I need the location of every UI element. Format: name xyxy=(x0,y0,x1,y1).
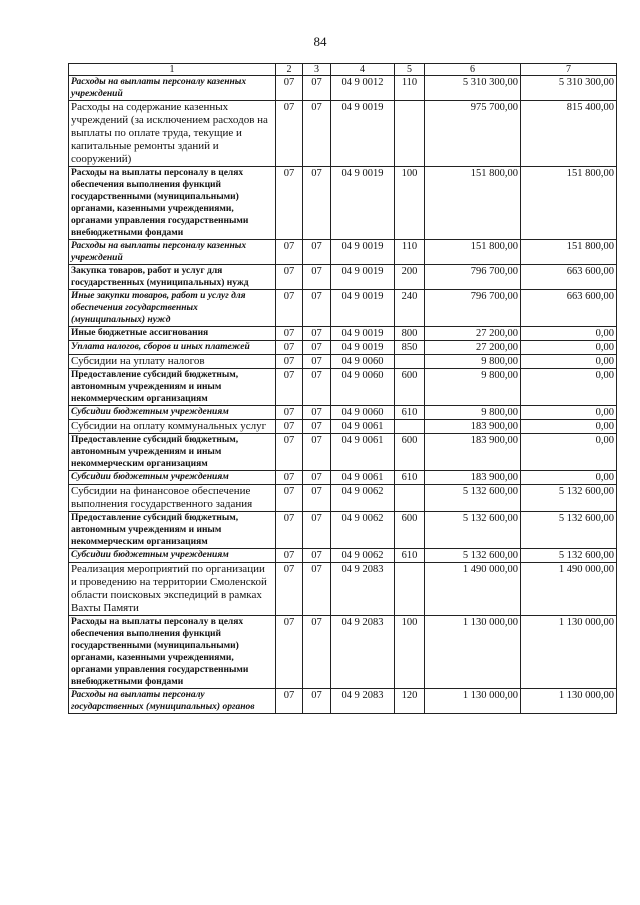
row-name-cell: Иные бюджетные ассигнования xyxy=(69,327,276,341)
target-article-cell: 04 9 0060 xyxy=(331,406,395,420)
table-row xyxy=(69,290,617,327)
expense-type-cell xyxy=(395,355,425,369)
amount-cell: 0,00 xyxy=(521,434,617,471)
amount-cell: 5 310 300,00 xyxy=(521,76,617,101)
section-cell: 07 xyxy=(276,485,303,512)
expense-type-cell: 240 xyxy=(395,290,425,327)
expense-type-cell: 600 xyxy=(395,512,425,549)
section-cell: 07 xyxy=(276,434,303,471)
header-row xyxy=(69,64,617,76)
subsection-cell: 07 xyxy=(303,471,331,485)
section-cell: 07 xyxy=(276,420,303,434)
section-cell: 07 xyxy=(276,549,303,563)
target-article-cell: 04 9 0062 xyxy=(331,549,395,563)
section-cell: 07 xyxy=(276,616,303,689)
row-name-cell: Уплата налогов, сборов и иных платежей xyxy=(69,341,276,355)
amount-cell: 0,00 xyxy=(521,471,617,485)
subsection-cell: 07 xyxy=(303,549,331,563)
row-name-cell: Расходы на выплаты персоналу в целях обеспечения выполнения функций государственными (муниципальными) органами, казенными учреждениями, органами управления государственными внебюджетными фондами xyxy=(69,167,276,240)
subsection-cell: 07 xyxy=(303,369,331,406)
subsection-cell: 07 xyxy=(303,485,331,512)
amount-cell: 9 800,00 xyxy=(425,369,521,406)
section-cell: 07 xyxy=(276,341,303,355)
amount-cell: 1 130 000,00 xyxy=(521,616,617,689)
amount-cell: 27 200,00 xyxy=(425,327,521,341)
table-row xyxy=(69,101,617,167)
section-cell: 07 xyxy=(276,76,303,101)
section-cell: 07 xyxy=(276,290,303,327)
target-article-cell: 04 9 0019 xyxy=(331,167,395,240)
expense-type-cell: 610 xyxy=(395,406,425,420)
table-row xyxy=(69,240,617,265)
expense-type-cell: 600 xyxy=(395,369,425,406)
target-article-cell: 04 9 0019 xyxy=(331,290,395,327)
amount-cell: 5 132 600,00 xyxy=(425,512,521,549)
amount-cell: 9 800,00 xyxy=(425,355,521,369)
expense-type-cell xyxy=(395,420,425,434)
column-header: 6 xyxy=(425,64,521,76)
subsection-cell: 07 xyxy=(303,167,331,240)
expense-type-cell: 800 xyxy=(395,327,425,341)
row-name-cell: Предоставление субсидий бюджетным, автономным учреждениям и иным некоммерческим организациям xyxy=(69,434,276,471)
expense-type-cell: 850 xyxy=(395,341,425,355)
expense-type-cell: 110 xyxy=(395,240,425,265)
table-row xyxy=(69,549,617,563)
target-article-cell: 04 9 2083 xyxy=(331,616,395,689)
amount-cell: 5 132 600,00 xyxy=(521,512,617,549)
expense-type-cell: 610 xyxy=(395,549,425,563)
table-body xyxy=(69,76,617,714)
subsection-cell: 07 xyxy=(303,689,331,714)
expense-type-cell: 100 xyxy=(395,167,425,240)
section-cell: 07 xyxy=(276,512,303,549)
target-article-cell: 04 9 0062 xyxy=(331,485,395,512)
amount-cell: 0,00 xyxy=(521,420,617,434)
target-article-cell: 04 9 0019 xyxy=(331,101,395,167)
table-row xyxy=(69,420,617,434)
row-name-cell: Расходы на выплаты персоналу казенных учреждений xyxy=(69,240,276,265)
amount-cell: 183 900,00 xyxy=(425,434,521,471)
target-article-cell: 04 9 0060 xyxy=(331,355,395,369)
subsection-cell: 07 xyxy=(303,563,331,616)
table-row xyxy=(69,616,617,689)
row-name-cell: Расходы на содержание казенных учреждений (за исключением расходов на выплаты по оплате труда, текущие и капитальные ремонты зданий и сооружений) xyxy=(69,101,276,167)
amount-cell: 0,00 xyxy=(521,327,617,341)
amount-cell: 151 800,00 xyxy=(425,240,521,265)
column-header: 1 xyxy=(69,64,276,76)
expense-type-cell: 600 xyxy=(395,434,425,471)
target-article-cell: 04 9 0061 xyxy=(331,471,395,485)
row-name-cell: Субсидии на финансовое обеспечение выполнения государственного задания xyxy=(69,485,276,512)
subsection-cell: 07 xyxy=(303,341,331,355)
amount-cell: 0,00 xyxy=(521,406,617,420)
row-name-cell: Расходы на выплаты персоналу казенных учреждений xyxy=(69,76,276,101)
expense-type-cell xyxy=(395,485,425,512)
column-header: 3 xyxy=(303,64,331,76)
row-name-cell: Субсидии бюджетным учреждениям xyxy=(69,471,276,485)
table-row xyxy=(69,485,617,512)
target-article-cell: 04 9 0061 xyxy=(331,420,395,434)
table-row xyxy=(69,689,617,714)
table-row xyxy=(69,563,617,616)
amount-cell: 1 490 000,00 xyxy=(521,563,617,616)
target-article-cell: 04 9 0060 xyxy=(331,369,395,406)
subsection-cell: 07 xyxy=(303,434,331,471)
amount-cell: 9 800,00 xyxy=(425,406,521,420)
target-article-cell: 04 9 2083 xyxy=(331,563,395,616)
amount-cell: 5 132 600,00 xyxy=(521,549,617,563)
expense-type-cell xyxy=(395,101,425,167)
subsection-cell: 07 xyxy=(303,240,331,265)
section-cell: 07 xyxy=(276,167,303,240)
column-header: 7 xyxy=(521,64,617,76)
section-cell: 07 xyxy=(276,240,303,265)
target-article-cell: 04 9 0019 xyxy=(331,341,395,355)
row-name-cell: Расходы на выплаты персоналу в целях обеспечения выполнения функций государственными (муниципальными) органами, казенными учреждениями, органами управления государственными внебюджетными фондами xyxy=(69,616,276,689)
column-header: 5 xyxy=(395,64,425,76)
target-article-cell: 04 9 0012 xyxy=(331,76,395,101)
row-name-cell: Субсидии на оплату коммунальных услуг xyxy=(69,420,276,434)
amount-cell: 0,00 xyxy=(521,369,617,406)
subsection-cell: 07 xyxy=(303,512,331,549)
expense-type-cell: 120 xyxy=(395,689,425,714)
row-name-cell: Расходы на выплаты персоналу государственных (муниципальных) органов xyxy=(69,689,276,714)
table-row xyxy=(69,406,617,420)
amount-cell: 1 130 000,00 xyxy=(425,689,521,714)
row-name-cell: Субсидии бюджетным учреждениям xyxy=(69,406,276,420)
expense-type-cell xyxy=(395,563,425,616)
section-cell: 07 xyxy=(276,689,303,714)
table-row xyxy=(69,512,617,549)
amount-cell: 0,00 xyxy=(521,355,617,369)
table-row xyxy=(69,341,617,355)
section-cell: 07 xyxy=(276,563,303,616)
subsection-cell: 07 xyxy=(303,355,331,369)
section-cell: 07 xyxy=(276,406,303,420)
subsection-cell: 07 xyxy=(303,616,331,689)
table-row xyxy=(69,369,617,406)
row-name-cell: Субсидии бюджетным учреждениям xyxy=(69,549,276,563)
row-name-cell: Предоставление субсидий бюджетным, автономным учреждениям и иным некоммерческим организациям xyxy=(69,512,276,549)
amount-cell: 151 800,00 xyxy=(521,167,617,240)
subsection-cell: 07 xyxy=(303,327,331,341)
amount-cell: 5 132 600,00 xyxy=(521,485,617,512)
amount-cell: 183 900,00 xyxy=(425,471,521,485)
target-article-cell: 04 9 0061 xyxy=(331,434,395,471)
section-cell: 07 xyxy=(276,355,303,369)
table-row xyxy=(69,355,617,369)
subsection-cell: 07 xyxy=(303,76,331,101)
amount-cell: 796 700,00 xyxy=(425,290,521,327)
expense-type-cell: 200 xyxy=(395,265,425,290)
column-header: 4 xyxy=(331,64,395,76)
table-row xyxy=(69,327,617,341)
table-row xyxy=(69,265,617,290)
target-article-cell: 04 9 0062 xyxy=(331,512,395,549)
target-article-cell: 04 9 2083 xyxy=(331,689,395,714)
subsection-cell: 07 xyxy=(303,290,331,327)
amount-cell: 663 600,00 xyxy=(521,290,617,327)
section-cell: 07 xyxy=(276,471,303,485)
section-cell: 07 xyxy=(276,327,303,341)
expense-type-cell: 110 xyxy=(395,76,425,101)
target-article-cell: 04 9 0019 xyxy=(331,327,395,341)
row-name-cell: Реализация мероприятий по организации и проведению на территории Смоленской области поисковых экспедиций в рамках Вахты Памяти xyxy=(69,563,276,616)
amount-cell: 5 132 600,00 xyxy=(425,485,521,512)
expense-type-cell: 610 xyxy=(395,471,425,485)
section-cell: 07 xyxy=(276,265,303,290)
table-row xyxy=(69,471,617,485)
row-name-cell: Предоставление субсидий бюджетным, автономным учреждениям и иным некоммерческим организациям xyxy=(69,369,276,406)
section-cell: 07 xyxy=(276,101,303,167)
subsection-cell: 07 xyxy=(303,265,331,290)
amount-cell: 151 800,00 xyxy=(425,167,521,240)
subsection-cell: 07 xyxy=(303,101,331,167)
table-row xyxy=(69,167,617,240)
subsection-cell: 07 xyxy=(303,406,331,420)
amount-cell: 27 200,00 xyxy=(425,341,521,355)
expense-type-cell: 100 xyxy=(395,616,425,689)
column-header: 2 xyxy=(276,64,303,76)
amount-cell: 1 490 000,00 xyxy=(425,563,521,616)
target-article-cell: 04 9 0019 xyxy=(331,240,395,265)
table-row xyxy=(69,434,617,471)
target-article-cell: 04 9 0019 xyxy=(331,265,395,290)
amount-cell: 0,00 xyxy=(521,341,617,355)
page-number: 84 xyxy=(313,34,327,49)
amount-cell: 815 400,00 xyxy=(521,101,617,167)
amount-cell: 796 700,00 xyxy=(425,265,521,290)
row-name-cell: Иные закупки товаров, работ и услуг для обеспечения государственных (муниципальных) нужд xyxy=(69,290,276,327)
amount-cell: 151 800,00 xyxy=(521,240,617,265)
amount-cell: 663 600,00 xyxy=(521,265,617,290)
amount-cell: 975 700,00 xyxy=(425,101,521,167)
table-row xyxy=(69,76,617,101)
row-name-cell: Субсидии на уплату налогов xyxy=(69,355,276,369)
amount-cell: 183 900,00 xyxy=(425,420,521,434)
amount-cell: 1 130 000,00 xyxy=(425,616,521,689)
row-name-cell: Закупка товаров, работ и услуг для государственных (муниципальных) нужд xyxy=(69,265,276,290)
budget-table xyxy=(68,63,617,714)
amount-cell: 5 132 600,00 xyxy=(425,549,521,563)
amount-cell: 1 130 000,00 xyxy=(521,689,617,714)
section-cell: 07 xyxy=(276,369,303,406)
amount-cell: 5 310 300,00 xyxy=(425,76,521,101)
subsection-cell: 07 xyxy=(303,420,331,434)
